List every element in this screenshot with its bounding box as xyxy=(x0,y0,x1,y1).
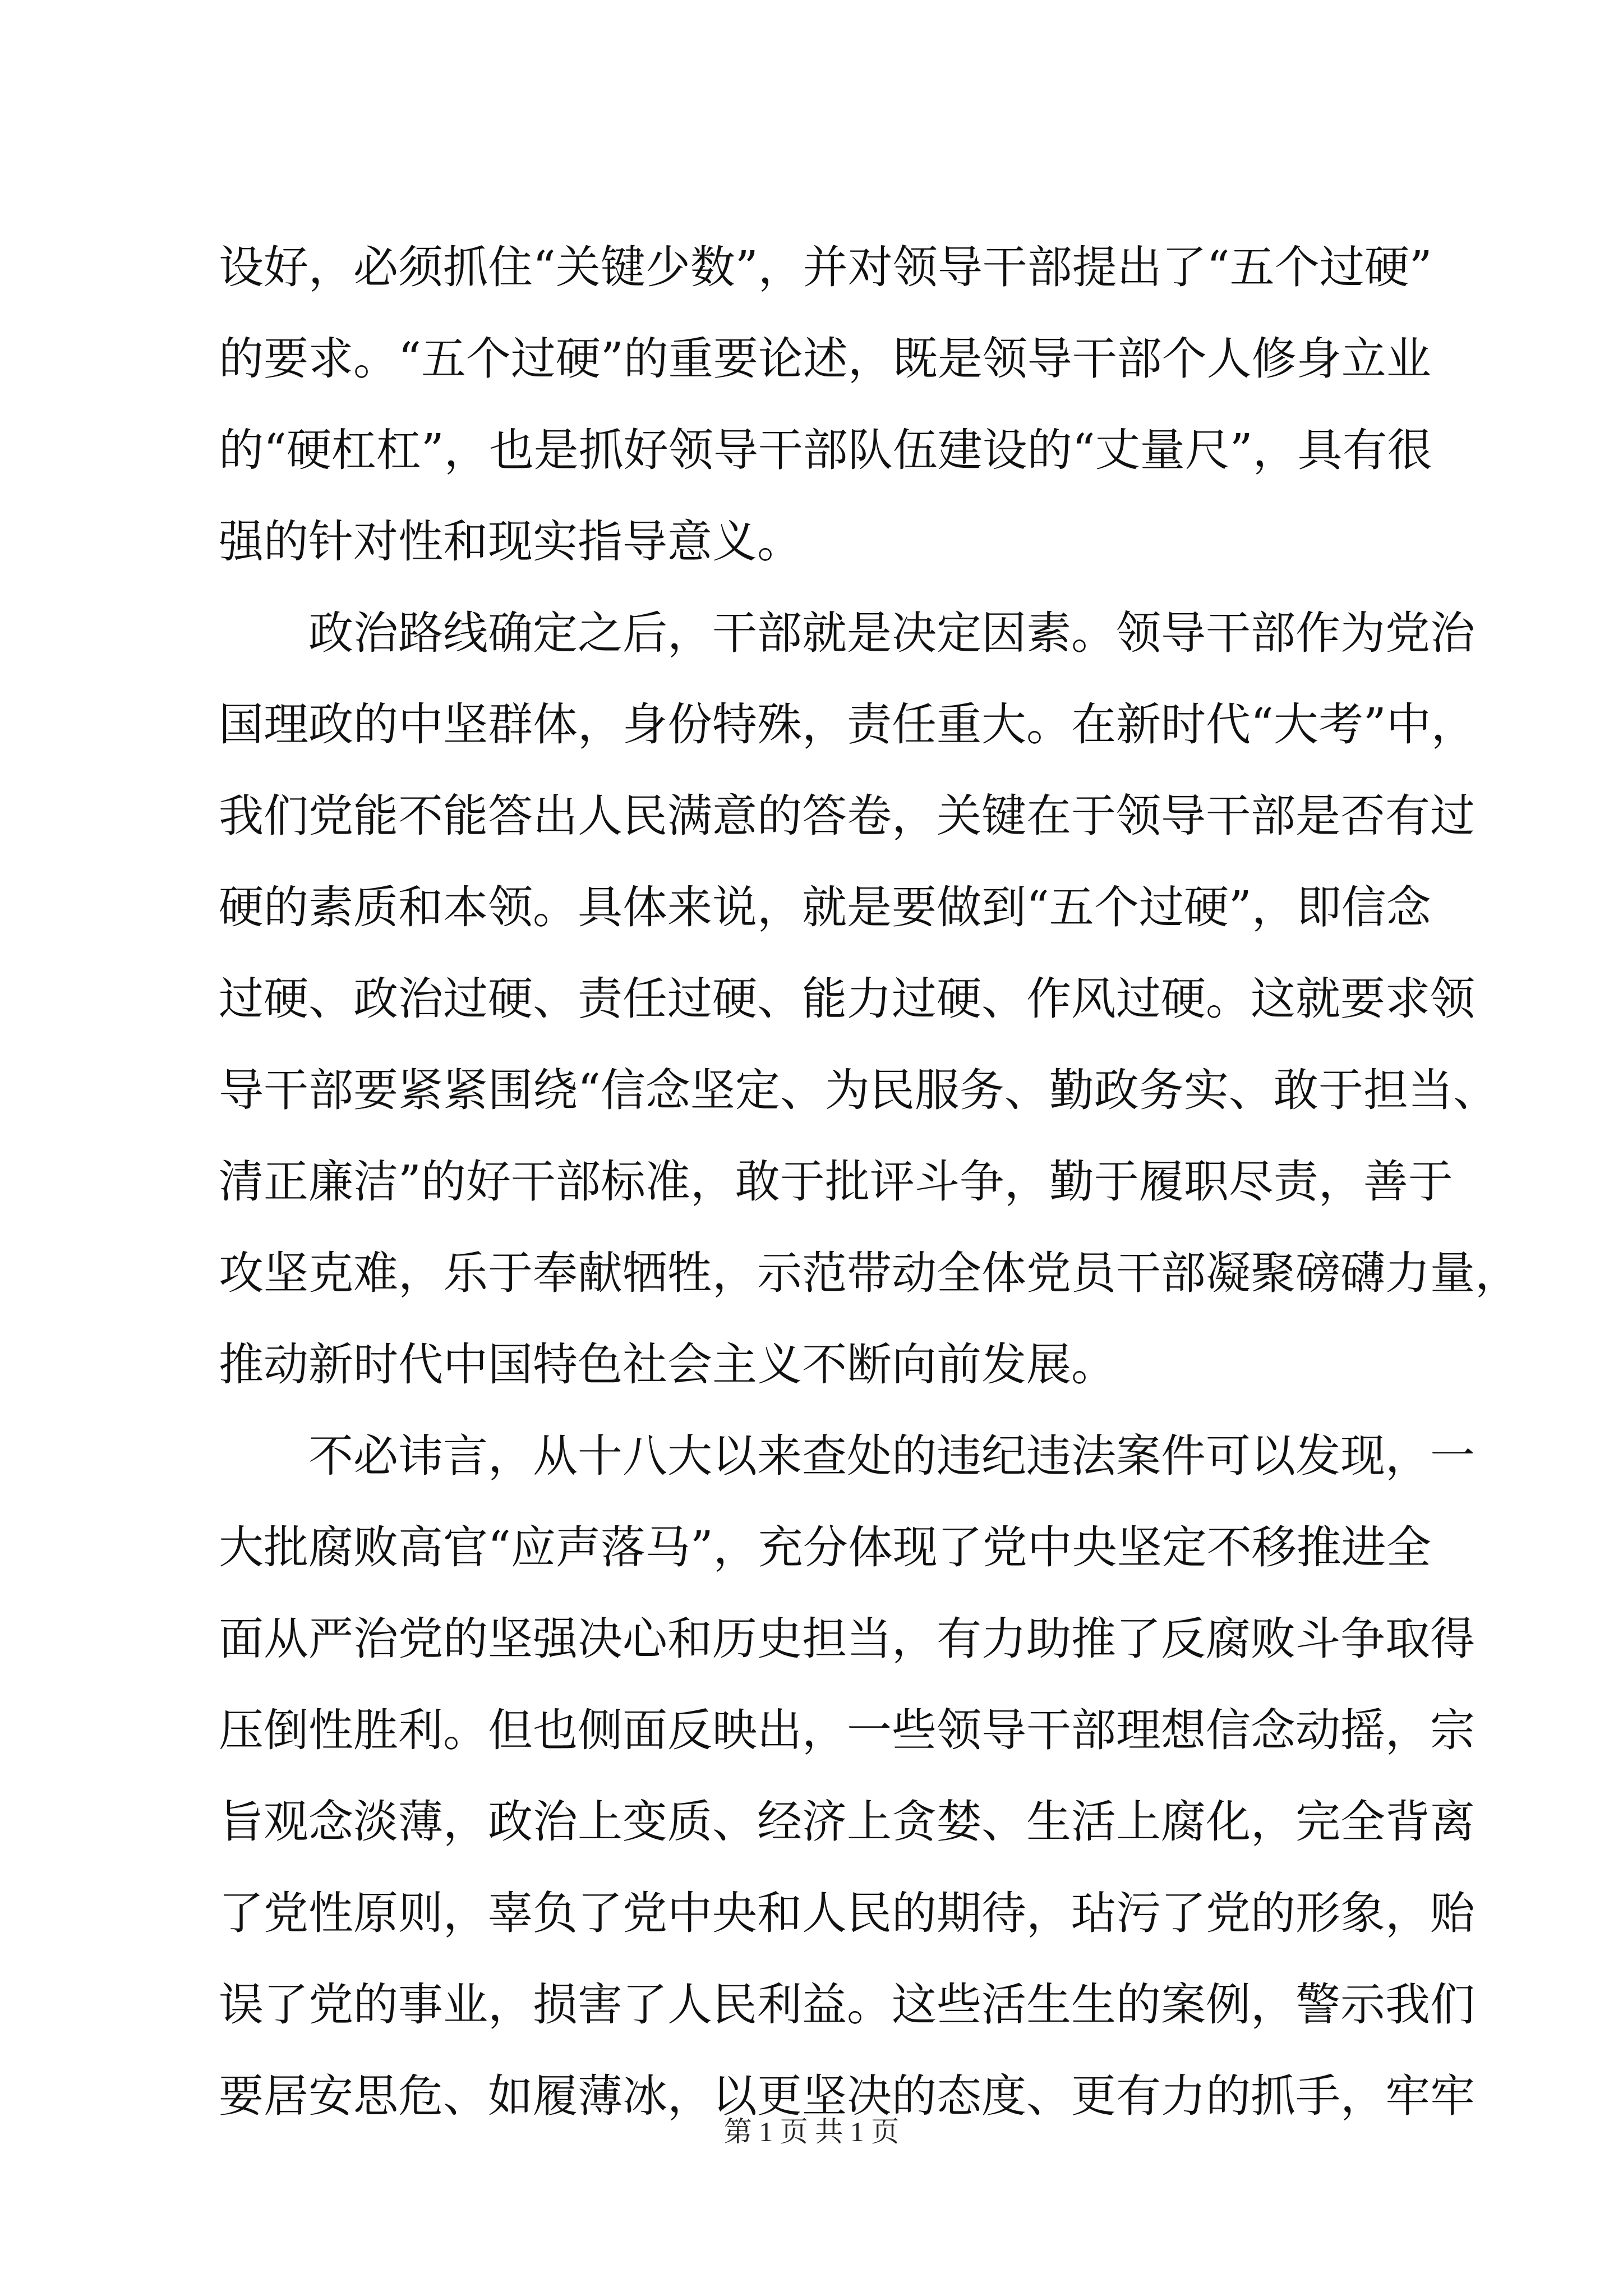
text-line: 旨观念淡薄，政治上变质、经济上贪婪、生活上腐化，完全背离 xyxy=(219,1796,1475,1848)
text-line: 了党性原则，辜负了党中央和人民的期待，玷污了党的形象，贻 xyxy=(219,1887,1475,1939)
text-line: 误了党的事业，损害了人民利益。这些活生生的案例，警示我们 xyxy=(219,1978,1475,2031)
text-line: 硬的素质和本领。具体来说，就是要做到“五个过硬”，即信念 xyxy=(219,881,1431,933)
text-line: 要居安思危、如履薄冰，以更坚决的态度、更有力的抓手，牢牢 xyxy=(219,2070,1475,2122)
text-line: 导干部要紧紧围绕“信念坚定、为民服务、勤政务实、敢于担当、 xyxy=(219,1064,1498,1116)
document-body xyxy=(219,222,1520,2142)
text-line: 设好，必须抓住“关键少数”，并对领导干部提出了“五个过硬” xyxy=(219,241,1432,293)
text-line: 政治路线确定之后，干部就是决定因素。领导干部作为党治 xyxy=(219,607,1475,659)
page-number: 第 1 页 共 1 页 xyxy=(723,2116,900,2147)
text-line: 的要求。“五个过硬”的重要论述，既是领导干部个人修身立业 xyxy=(219,333,1431,385)
text-line: 攻坚克难，乐于奉献牺牲，示范带动全体党员干部凝聚磅礴力量， xyxy=(219,1247,1520,1299)
text-line: 的“硬杠杠”，也是抓好领导干部队伍建设的“丈量尺”，具有很 xyxy=(219,424,1432,476)
text-line: 过硬、政治过硬、责任过硬、能力过硬、作风过硬。这就要求领 xyxy=(219,973,1475,1025)
text-line: 国理政的中坚群体，身份特殊，责任重大。在新时代“大考”中， xyxy=(219,698,1476,751)
text-line: 清正廉洁”的好干部标准，敢于批评斗争，勤于履职尽责，善于 xyxy=(219,1156,1453,1208)
text-line: 大批腐败高官“应声落马”，充分体现了党中央坚定不移推进全 xyxy=(219,1521,1431,1573)
text-line: 推动新时代中国特色社会主义不断向前发展。 xyxy=(219,1338,1116,1391)
text-line: 面从严治党的坚强决心和历史担当，有力助推了反腐败斗争取得 xyxy=(219,1613,1475,1665)
text-line: 不必讳言，从十八大以来查处的违纪违法案件可以发现，一 xyxy=(219,1430,1475,1482)
text-line: 压倒性胜利。但也侧面反映出，一些领导干部理想信念动摇，宗 xyxy=(219,1704,1475,1756)
page-footer xyxy=(0,2112,1623,2151)
text-line: 我们党能不能答出人民满意的答卷，关键在于领导干部是否有过 xyxy=(219,790,1475,842)
text-line: 强的针对性和现实指导意义。 xyxy=(219,516,802,568)
